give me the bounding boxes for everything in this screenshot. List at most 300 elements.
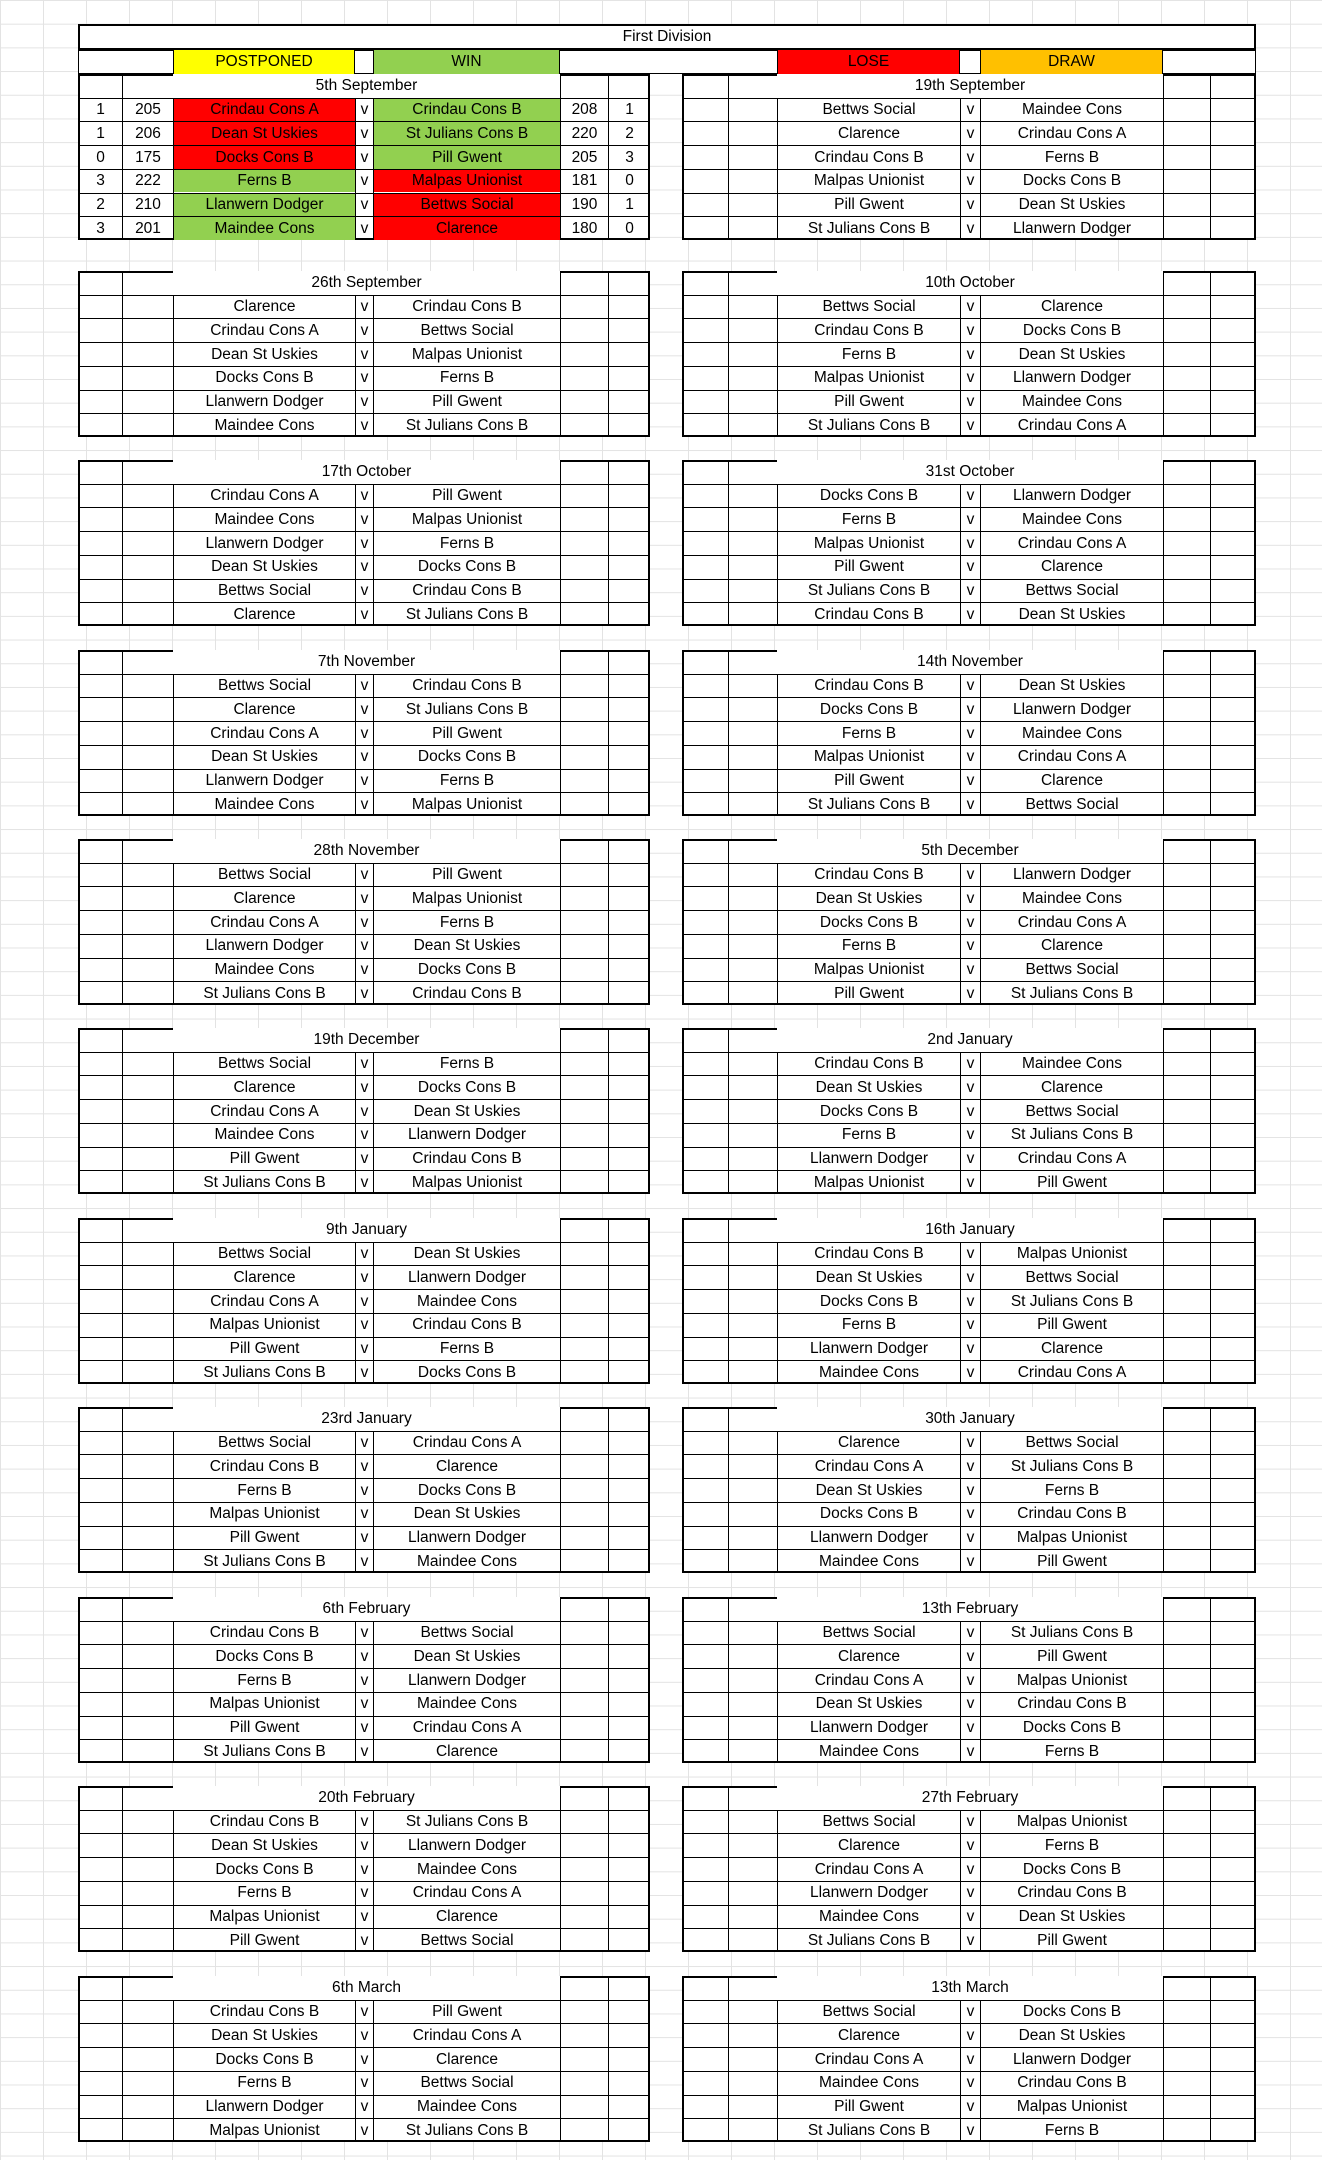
away-score: [1164, 1455, 1210, 1478]
home-team: Malpas Unionist: [813, 534, 925, 552]
home-points: [683, 1622, 728, 1645]
home-points: [683, 1338, 728, 1361]
away-score: [1164, 1338, 1210, 1361]
away-points: [609, 864, 650, 887]
away-team: Bettws Social: [420, 1931, 514, 1949]
away-points: [609, 1479, 650, 1502]
versus-label: v: [360, 1505, 369, 1523]
away-team: Maindee Cons: [1022, 393, 1122, 411]
versus-label: v: [360, 416, 369, 434]
away-points: [609, 1906, 650, 1929]
versus-label: v: [966, 1671, 975, 1689]
versus-label: v: [966, 1173, 975, 1191]
away-points: [1211, 296, 1256, 319]
away-points: [1211, 1124, 1256, 1147]
away-points: [1211, 722, 1256, 745]
versus-label: v: [966, 1529, 975, 1547]
away-team: Malpas Unionist: [411, 795, 523, 813]
away-points: [609, 1622, 650, 1645]
away-score: [561, 296, 608, 319]
away-team: Crindau Cons A: [412, 1434, 522, 1452]
home-points: [79, 1717, 122, 1740]
home-score: [123, 935, 173, 958]
home-team: Dean St Uskies: [815, 1268, 923, 1286]
home-team: Malpas Unionist: [209, 2121, 320, 2139]
home-score: [123, 391, 173, 414]
away-points: [609, 1243, 650, 1266]
away-score: [1164, 793, 1210, 816]
home-points: [79, 675, 122, 698]
home-score: [123, 1906, 173, 1929]
away-team: St Julians Cons B: [374, 122, 560, 145]
away-score: [1164, 1906, 1210, 1929]
away-team: Docks Cons B: [1022, 321, 1122, 339]
home-score: [123, 1361, 173, 1384]
away-score: [561, 485, 608, 508]
away-team: Crindau Cons B: [412, 984, 522, 1002]
home-team: St Julians Cons B: [203, 1742, 326, 1760]
round-date: 5th September: [173, 74, 560, 98]
away-team: Docks Cons B: [417, 748, 517, 766]
away-score: [1164, 1527, 1210, 1550]
home-score: [123, 1338, 173, 1361]
home-points: [683, 556, 728, 579]
away-score: [1164, 603, 1210, 626]
home-team: Maindee Cons: [214, 1126, 315, 1144]
versus-label: v: [360, 558, 369, 576]
home-points: [79, 1834, 122, 1857]
away-points: [1211, 1243, 1256, 1266]
home-score: [123, 296, 173, 319]
away-score: [1164, 2024, 1210, 2047]
home-points: [79, 2096, 122, 2119]
away-team: St Julians Cons B: [1010, 1624, 1134, 1642]
home-score: [729, 959, 777, 982]
home-team: Maindee Cons: [819, 1742, 919, 1760]
away-score: [1164, 319, 1210, 342]
home-team: Clarence: [233, 605, 296, 623]
home-score: [729, 1882, 777, 1905]
away-score: [561, 1622, 608, 1645]
versus-label: v: [360, 101, 369, 119]
away-team: Maindee Cons: [417, 1695, 517, 1713]
away-score: [1164, 1645, 1210, 1668]
home-team: Crindau Cons B: [814, 1055, 924, 1073]
home-team: Bettws Social: [822, 1624, 916, 1642]
away-points: [1211, 1148, 1256, 1171]
home-team: Maindee Cons: [819, 1552, 919, 1570]
away-score: [1164, 1717, 1210, 1740]
away-points: [609, 1455, 650, 1478]
away-points: [609, 722, 650, 745]
away-team: St Julians Cons B: [405, 700, 529, 718]
away-score: [561, 2119, 608, 2142]
home-score: [123, 508, 173, 531]
away-score: [561, 343, 608, 366]
away-score: [561, 1148, 608, 1171]
home-team: Llanwern Dodger: [205, 393, 324, 411]
away-score: [561, 864, 608, 887]
versus-label: v: [966, 1268, 975, 1286]
away-points: [609, 1550, 650, 1573]
home-team: Docks Cons B: [215, 1860, 314, 1878]
away-team: Ferns B: [1044, 1481, 1100, 1499]
versus-label: v: [360, 1268, 369, 1286]
home-score: [729, 935, 777, 958]
home-score: 205: [135, 101, 161, 119]
away-points: [1211, 698, 1256, 721]
versus-label: v: [360, 487, 369, 505]
away-score: [561, 770, 608, 793]
home-score: [729, 580, 777, 603]
home-team: Bettws Social: [217, 582, 312, 600]
versus-label: v: [360, 1481, 369, 1499]
away-points: [609, 319, 650, 342]
away-points: [1211, 1717, 1256, 1740]
round-date: 13th March: [777, 1976, 1163, 2000]
versus-label: v: [360, 748, 369, 766]
home-points: [79, 698, 122, 721]
round-date: 27th February: [777, 1786, 1163, 1810]
home-points: [683, 367, 728, 390]
home-team: Ferns B: [237, 2074, 292, 2092]
home-score: 206: [135, 124, 161, 142]
home-score: [729, 2119, 777, 2142]
away-score: [561, 2096, 608, 2119]
away-score: [561, 391, 608, 414]
home-team: Dean St Uskies: [211, 748, 318, 766]
away-team: Malpas Unionist: [411, 345, 523, 363]
away-points: [1211, 1266, 1256, 1289]
home-team: Llanwern Dodger: [809, 1150, 929, 1168]
versus-label: v: [966, 2026, 975, 2044]
away-points: [609, 911, 650, 934]
home-team: Docks Cons B: [819, 700, 919, 718]
away-points: [609, 887, 650, 910]
home-team: St Julians Cons B: [203, 1173, 326, 1191]
versus-label: v: [360, 1529, 369, 1547]
round-date: 2nd January: [777, 1028, 1163, 1052]
home-points: [683, 343, 728, 366]
home-score: [729, 1717, 777, 1740]
versus-label: v: [966, 393, 975, 411]
home-team: Crindau Cons A: [210, 913, 319, 931]
away-score: [561, 1929, 608, 1952]
versus-label: v: [966, 1292, 975, 1310]
away-points: [609, 1314, 650, 1337]
versus-label: v: [360, 1671, 369, 1689]
away-score: [1164, 1834, 1210, 1857]
home-points: [683, 1834, 728, 1857]
away-points: [1211, 911, 1256, 934]
versus-label: v: [360, 2098, 369, 2116]
home-score: [123, 2119, 173, 2142]
away-team: Clarence: [374, 217, 560, 240]
versus-label: v: [966, 1150, 975, 1168]
away-points: [609, 935, 650, 958]
home-points: [79, 1929, 122, 1952]
home-team: St Julians Cons B: [203, 1363, 326, 1381]
away-points: [1211, 1479, 1256, 1502]
away-team: Dean St Uskies: [1018, 677, 1126, 695]
home-points: [79, 1811, 122, 1834]
away-team: Maindee Cons: [1022, 510, 1122, 528]
home-points: [79, 911, 122, 934]
away-team: Llanwern Dodger: [1012, 219, 1132, 237]
away-team: Pill Gwent: [374, 146, 560, 169]
versus-label: v: [360, 1078, 369, 1096]
away-points: [1211, 2024, 1256, 2047]
versus-label: v: [360, 1457, 369, 1475]
away-score: [1164, 982, 1210, 1005]
away-team: Docks Cons B: [417, 558, 517, 576]
away-team: Crindau Cons B: [412, 1316, 522, 1334]
versus-label: v: [360, 2050, 369, 2068]
away-points: 3: [625, 148, 634, 166]
away-team: Llanwern Dodger: [407, 1126, 527, 1144]
away-score: [1164, 1266, 1210, 1289]
home-score: [729, 170, 777, 193]
away-score: [1164, 1479, 1210, 1502]
away-points: [609, 675, 650, 698]
home-points: [79, 532, 122, 555]
away-score: [561, 1314, 608, 1337]
away-score: 208: [571, 101, 598, 119]
away-points: [609, 1527, 650, 1550]
home-score: [729, 770, 777, 793]
away-score: [1164, 2096, 1210, 2119]
versus-label: v: [360, 345, 369, 363]
home-team: St Julians Cons B: [807, 2121, 931, 2139]
home-team: Crindau Cons A: [814, 1860, 924, 1878]
home-team: Docks Cons B: [819, 487, 919, 505]
away-team: Bettws Social: [420, 1624, 514, 1642]
versus-label: v: [966, 582, 975, 600]
away-score: [561, 959, 608, 982]
away-points: [1211, 2001, 1256, 2024]
away-points: [609, 414, 650, 437]
versus-label: v: [966, 2121, 975, 2139]
versus-label: v: [966, 345, 975, 363]
home-points: [683, 982, 728, 1005]
home-score: [123, 1314, 173, 1337]
away-team: Crindau Cons A: [1017, 748, 1127, 766]
home-team: Dean St Uskies: [211, 1836, 318, 1854]
versus-label: v: [360, 1931, 369, 1949]
home-points: [79, 959, 122, 982]
away-points: [1211, 864, 1256, 887]
versus-label: v: [360, 2121, 369, 2139]
away-score: [561, 1266, 608, 1289]
away-team: Ferns B: [1044, 148, 1100, 166]
versus-label: v: [966, 124, 975, 142]
away-team: Dean St Uskies: [413, 1505, 521, 1523]
versus-label: v: [360, 1884, 369, 1902]
away-score: [561, 746, 608, 769]
away-team: Docks Cons B: [1022, 172, 1122, 190]
home-team: Ferns B: [237, 1671, 292, 1689]
home-score: [729, 603, 777, 626]
away-points: [1211, 982, 1256, 1005]
away-points: [609, 1124, 650, 1147]
home-points: [683, 1361, 728, 1384]
away-team: Bettws Social: [1025, 961, 1119, 979]
away-score: [1164, 1243, 1210, 1266]
home-points: [79, 1124, 122, 1147]
away-team: Docks Cons B: [417, 961, 517, 979]
away-team: Llanwern Dodger: [1012, 866, 1132, 884]
away-points: [1211, 1882, 1256, 1905]
away-team: Docks Cons B: [1022, 2003, 1122, 2021]
away-points: [609, 793, 650, 816]
away-score: [561, 982, 608, 1005]
away-score: [1164, 1622, 1210, 1645]
home-score: [729, 911, 777, 934]
home-score: [729, 532, 777, 555]
away-score: [561, 1432, 608, 1455]
home-score: [123, 1858, 173, 1881]
away-score: [1164, 959, 1210, 982]
versus-label: v: [360, 124, 369, 142]
away-team: Llanwern Dodger: [1012, 2050, 1132, 2068]
away-team: Bettws Social: [374, 194, 560, 217]
versus-label: v: [360, 1150, 369, 1168]
away-points: [609, 1740, 650, 1763]
away-score: [561, 722, 608, 745]
away-score: [1164, 580, 1210, 603]
home-team: Crindau Cons A: [210, 724, 319, 742]
away-team: Ferns B: [439, 1055, 495, 1073]
home-score: [123, 1432, 173, 1455]
away-team: Ferns B: [439, 772, 495, 790]
versus-label: v: [360, 534, 369, 552]
home-score: [123, 2096, 173, 2119]
away-team: Dean St Uskies: [1018, 196, 1126, 214]
round-date: 14th November: [777, 650, 1163, 674]
away-team: Bettws Social: [1025, 795, 1119, 813]
home-team: Crindau Cons A: [814, 1457, 924, 1475]
versus-label: v: [360, 1245, 369, 1263]
home-team: St Julians Cons B: [807, 795, 931, 813]
home-team: St Julians Cons B: [807, 1931, 931, 1949]
home-points: [683, 1124, 728, 1147]
away-points: [609, 1669, 650, 1692]
versus-label: v: [966, 369, 975, 387]
away-points: [609, 508, 650, 531]
away-points: [1211, 1171, 1256, 1194]
away-score: [561, 1100, 608, 1123]
home-team: Crindau Cons B: [209, 2003, 320, 2021]
home-team: Clarence: [837, 1434, 901, 1452]
home-points: [683, 194, 728, 217]
away-score: [1164, 1929, 1210, 1952]
home-score: [123, 1929, 173, 1952]
away-score: [1164, 1053, 1210, 1076]
versus-label: v: [966, 1434, 975, 1452]
away-points: [1211, 935, 1256, 958]
home-points: [683, 1076, 728, 1099]
versus-label: v: [360, 1292, 369, 1310]
away-points: [1211, 367, 1256, 390]
away-score: [1164, 864, 1210, 887]
home-team: Llanwern Dodger: [809, 1884, 929, 1902]
versus-label: v: [360, 889, 369, 907]
away-team: Crindau Cons A: [412, 1719, 522, 1737]
away-score: [561, 1338, 608, 1361]
away-team: Crindau Cons B: [412, 1150, 522, 1168]
away-team: Bettws Social: [1025, 582, 1119, 600]
home-points: [683, 1432, 728, 1455]
home-score: [123, 319, 173, 342]
away-team: Pill Gwent: [432, 724, 502, 742]
home-points: [683, 1717, 728, 1740]
round-date: 19th September: [777, 74, 1163, 98]
home-score: [729, 1811, 777, 1834]
home-score: [729, 2048, 777, 2071]
home-points: [79, 580, 122, 603]
home-points: [79, 1290, 122, 1313]
versus-label: v: [360, 1836, 369, 1854]
away-score: [1164, 146, 1210, 169]
versus-label: v: [966, 1363, 975, 1381]
away-team: Crindau Cons A: [1017, 1363, 1127, 1381]
away-team: Clarence: [1040, 558, 1104, 576]
home-score: [123, 1290, 173, 1313]
home-points: [683, 532, 728, 555]
home-team: Clarence: [233, 298, 296, 316]
home-score: [729, 1148, 777, 1171]
home-points: [79, 485, 122, 508]
away-score: [1164, 675, 1210, 698]
home-points: [79, 722, 122, 745]
home-score: [123, 367, 173, 390]
versus-label: v: [966, 913, 975, 931]
home-points: [683, 746, 728, 769]
versus-label: v: [360, 1340, 369, 1358]
home-score: [729, 146, 777, 169]
home-points: [683, 1882, 728, 1905]
away-points: [1211, 603, 1256, 626]
versus-label: v: [966, 487, 975, 505]
away-score: [561, 1906, 608, 1929]
away-score: [561, 580, 608, 603]
away-team: Malpas Unionist: [374, 170, 560, 193]
away-score: [1164, 1693, 1210, 1716]
away-points: [1211, 1361, 1256, 1384]
away-points: [1211, 1527, 1256, 1550]
home-score: [123, 1834, 173, 1857]
home-team: Ferns B: [237, 1481, 292, 1499]
versus-label: v: [966, 1931, 975, 1949]
home-team: Crindau Cons B: [814, 866, 924, 884]
home-score: [123, 1503, 173, 1526]
away-score: [561, 1479, 608, 1502]
home-score: [123, 793, 173, 816]
home-score: [123, 2048, 173, 2071]
versus-label: v: [966, 1316, 975, 1334]
away-score: [1164, 1882, 1210, 1905]
home-points: [79, 1693, 122, 1716]
away-score: [561, 2072, 608, 2095]
away-points: [1211, 2096, 1256, 2119]
away-score: [1164, 722, 1210, 745]
away-score: 190: [571, 196, 598, 214]
home-team: Pill Gwent: [834, 196, 904, 214]
home-team: Clarence: [837, 1836, 901, 1854]
away-score: 205: [571, 148, 598, 166]
versus-label: v: [360, 1126, 369, 1144]
home-points: [79, 556, 122, 579]
